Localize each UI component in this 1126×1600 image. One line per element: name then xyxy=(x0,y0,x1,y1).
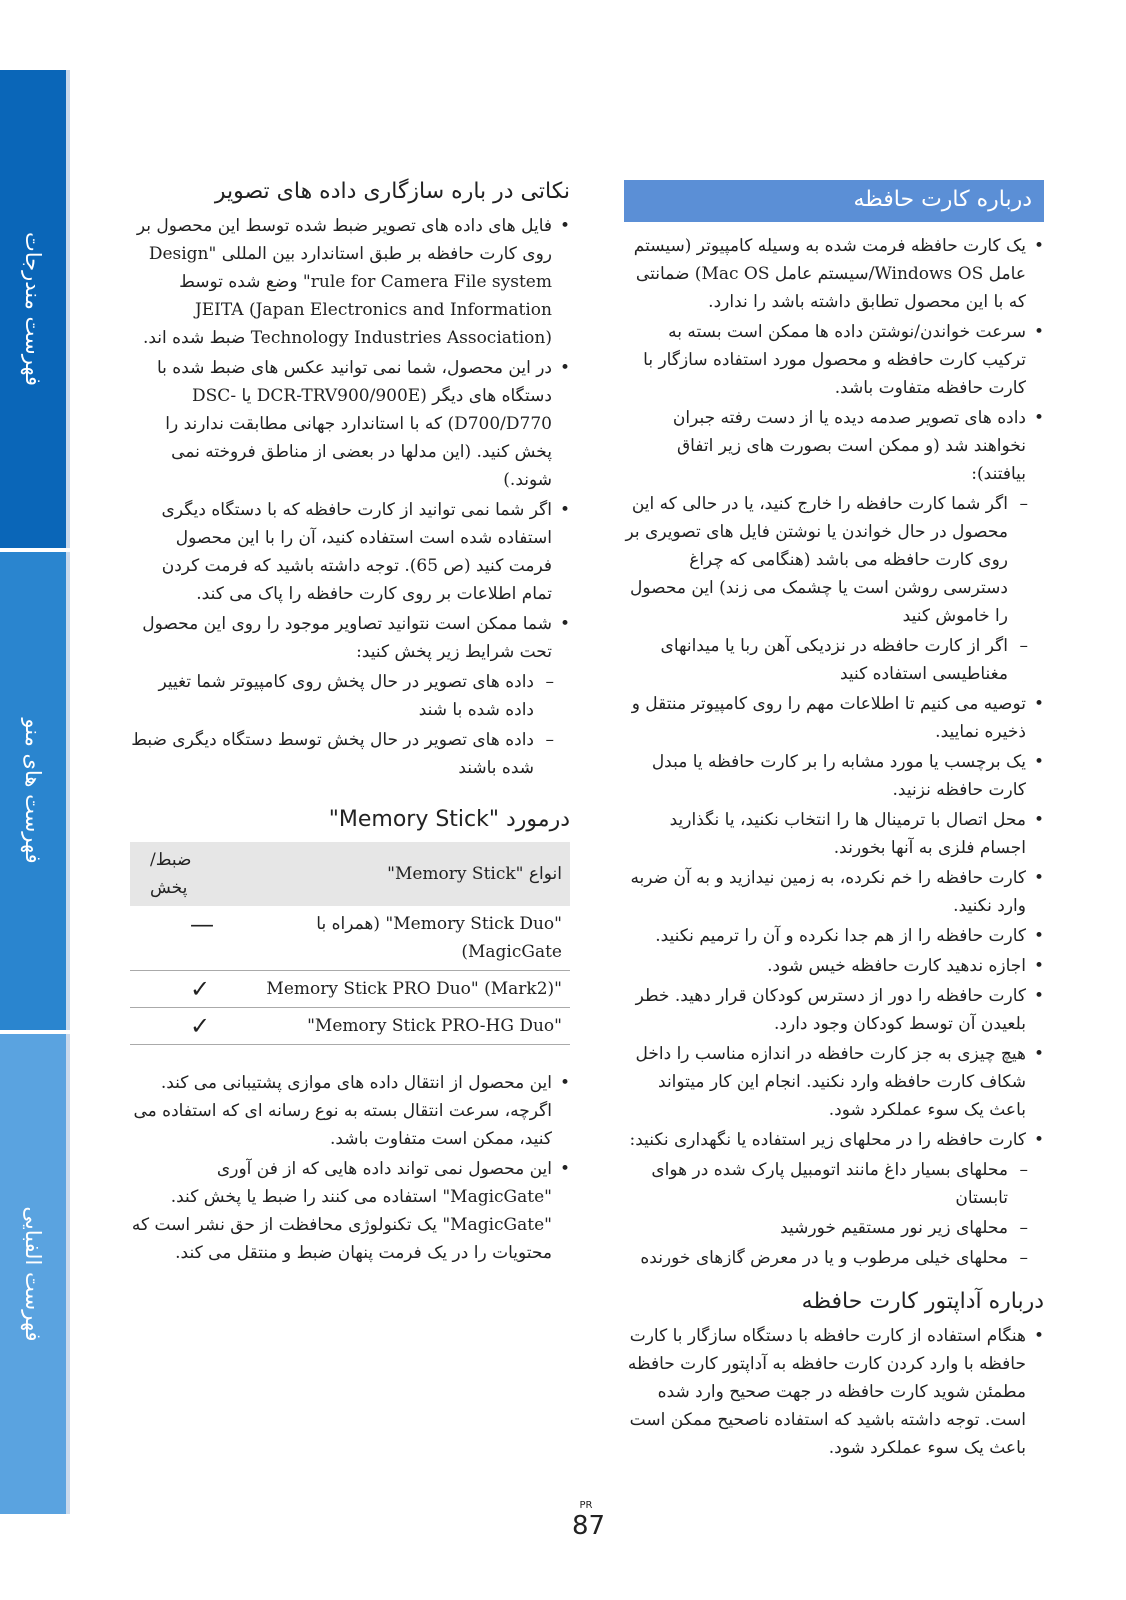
tab-menu-list[interactable] xyxy=(0,552,70,1030)
tab-table-of-contents[interactable] xyxy=(0,70,70,548)
list-item: • یک کارت حافظه فرمت شده به وسیله کامپیوتر (سیستم عامل Windows OS/سیستم عامل Mac OS) ضمانتی که با این محصول تطابق داشته باشد را ندارد. xyxy=(624,232,1044,316)
list-item: • هیچ چیزی به جز کارت حافظه در اندازه مناسب را داخل شکاف کارت حافظه وارد نکنید. انجام این کار میتواند باعث یک سوء عملکرد شود. xyxy=(624,1040,1044,1124)
memory-stick-type: "Memory Stick PRO Duo" (Mark2) xyxy=(235,971,570,1008)
list-item: • شما ممکن است نتوانید تصاویر موجود را روی این محصول تحت شرایط زیر پخش کنید: xyxy=(130,610,570,666)
compatibility-mark: ✓ xyxy=(130,1008,235,1045)
compatibility-mark: — xyxy=(130,906,235,971)
list-item: • فایل های داده های تصویر ضبط شده توسط این محصول بر روی کارت حافظه بر طبق استاندارد بین المللی "Design rule for Camera File system" وضع شده توسط JEITA (Japan Electronics and Information Technology Industries Association) ضبط شده اند. xyxy=(130,212,570,352)
list-item: • توصیه می کنیم تا اطلاعات مهم را روی کامپیوتر منتقل و ذخیره نمایید. xyxy=(624,690,1044,746)
page-number xyxy=(572,1500,606,1541)
tab-label: فهرست مندرجات xyxy=(21,231,45,387)
section-heading-memory-card: درباره کارت حافظه xyxy=(624,180,1044,222)
list-item: • اگر شما نمی توانید از کارت حافظه که با دستگاه دیگری استفاده شده است استفاده کنید، آن را با این محصول فرمت کنید (ص 65). توجه داشته باشید که فرمت کردن تمام اطلاعات بر روی کارت حافظه را پاک می کند. xyxy=(130,496,570,608)
memory-stick-notes xyxy=(130,1069,570,1267)
page-lang: PR xyxy=(579,1500,593,1511)
list-item: • کارت حافظه را در محلهای زیر استفاده یا نگهداری نکنید: xyxy=(624,1126,1044,1154)
list-item: • کارت حافظه را دور از دسترس کودکان قرار دهید. خطر بلعیدن آن توسط کودکان وجود دارد. xyxy=(624,982,1044,1038)
adaptor-list xyxy=(624,1322,1044,1462)
compatibility-list xyxy=(130,212,570,782)
memory-stick-type: "Memory Stick Duo" (همراه با MagicGate) xyxy=(235,906,570,971)
dash-list-item: – محلهای خیلی مرطوب و یا در معرض گازهای خورنده xyxy=(624,1244,1044,1272)
tab-label: فهرست های منو xyxy=(21,718,45,864)
list-item: • کارت حافظه را از هم جدا نکرده و آن را ترمیم نکنید. xyxy=(624,922,1044,950)
dash-list-item: – اگر از کارت حافظه در نزدیکی آهن ربا یا میدانهای مغناطیسی استفاده کنید xyxy=(624,632,1044,688)
section-heading-compatibility: نکاتی در باره سازگاری داده های تصویر xyxy=(214,179,570,204)
list-item: • یک برچسب یا مورد مشابه را بر کارت حافظه یا مبدل کارت حافظه نزنید. xyxy=(624,748,1044,804)
right-column xyxy=(624,180,1044,1464)
tab-label: فهرست الفبایی xyxy=(21,1206,45,1342)
table-header-row xyxy=(130,842,570,906)
dash-list-item: – اگر شما کارت حافظه را خارج کنید، یا در حالی که این محصول در حال خواندن یا نوشتن فایل های تصویری بر روی کارت حافظه می باشد (هنگامی که چراغ دسترسی روشن است یا چشمک می زند) این محصول را خاموش کنید xyxy=(624,490,1044,630)
memory-stick-table xyxy=(130,842,570,1045)
header-rec-play: ضبط/پخش xyxy=(130,842,235,906)
list-item: • این محصول نمی تواند داده هایی که از فن آوری "MagicGate" استفاده می کنند را ضبط یا پخش کند. "MagicGate" یک تکنولوژی محافظت از حق نشر است که محتویات را در یک فرمت پنهان ضبط و منتقل می کند. xyxy=(130,1155,570,1267)
table-row xyxy=(130,906,570,971)
dash-list-item: – محلهای بسیار داغ مانند اتومبیل پارک شده در هوای تابستان xyxy=(624,1156,1044,1212)
memory-stick-type: "Memory Stick PRO-HG Duo" xyxy=(235,1008,570,1045)
dash-list-item: – داده های تصویر در حال پخش توسط دستگاه دیگری ضبط شده باشند xyxy=(130,726,570,782)
memory-card-list xyxy=(624,232,1044,1272)
section-heading-adaptor: درباره آداپتور کارت حافظه xyxy=(801,1289,1044,1314)
header-type: انواع "Memory Stick" xyxy=(235,842,570,906)
table-row xyxy=(130,1008,570,1045)
section-heading-memory-stick: درمورد "Memory Stick" xyxy=(328,807,570,832)
dash-list-item: – داده های تصویر در حال پخش روی کامپیوتر شما تغییر داده شده با شند xyxy=(130,668,570,724)
list-item: • داده های تصویر صدمه دیده یا از دست رفته جبران نخواهند شد (و ممکن است بصورت های زیر اتفاق بیافتند): xyxy=(624,404,1044,488)
list-item: • سرعت خواندن/نوشتن داده ها ممکن است بسته به ترکیب کارت حافظه و محصول مورد استفاده سازگار با کارت حافظه متفاوت باشد. xyxy=(624,318,1044,402)
list-item: • کارت حافظه را خم نکرده، به زمین نیدازید و به آن ضربه وارد نکنید. xyxy=(624,864,1044,920)
table-row xyxy=(130,971,570,1008)
left-column xyxy=(130,176,570,1269)
compatibility-mark: ✓ xyxy=(130,971,235,1008)
list-item: • محل اتصال با ترمینال ها را انتخاب نکنید، یا نگذارید اجسام فلزی به آنها بخورند. xyxy=(624,806,1044,862)
list-item: • این محصول از انتقال داده های موازی پشتیبانی می کند. اگرچه، سرعت انتقال بسته به نوع رسانه ای که استفاده می کنید، ممکن است متفاوت باشد. xyxy=(130,1069,570,1153)
tab-index[interactable] xyxy=(0,1034,70,1514)
list-item: • هنگام استفاده از کارت حافظه با دستگاه سازگار با کارت حافظه با وارد کردن کارت حافظه به آداپتور کارت حافظه مطمئن شوید کارت حافظه در جهت صحیح وارد شده است. توجه داشته باشید که استفاده ناصحیح ممکن است باعث یک سوء عملکرد شود. xyxy=(624,1322,1044,1462)
list-item: • اجازه ندهید کارت حافظه خیس شود. xyxy=(624,952,1044,980)
list-item: • در این محصول، شما نمی توانید عکس های ضبط شده با دستگاه های دیگر (DCR-TRV900/900E یا DSC-D700/D770) که با استاندارد جهانی مطابقت ندارند را پخش کنید. (این مدلها در بعضی از مناطق فروخته نمی شوند.) xyxy=(130,354,570,494)
page-num: 87 xyxy=(572,1511,606,1541)
dash-list-item: – محلهای زیر نور مستقیم خورشید xyxy=(624,1214,1044,1242)
